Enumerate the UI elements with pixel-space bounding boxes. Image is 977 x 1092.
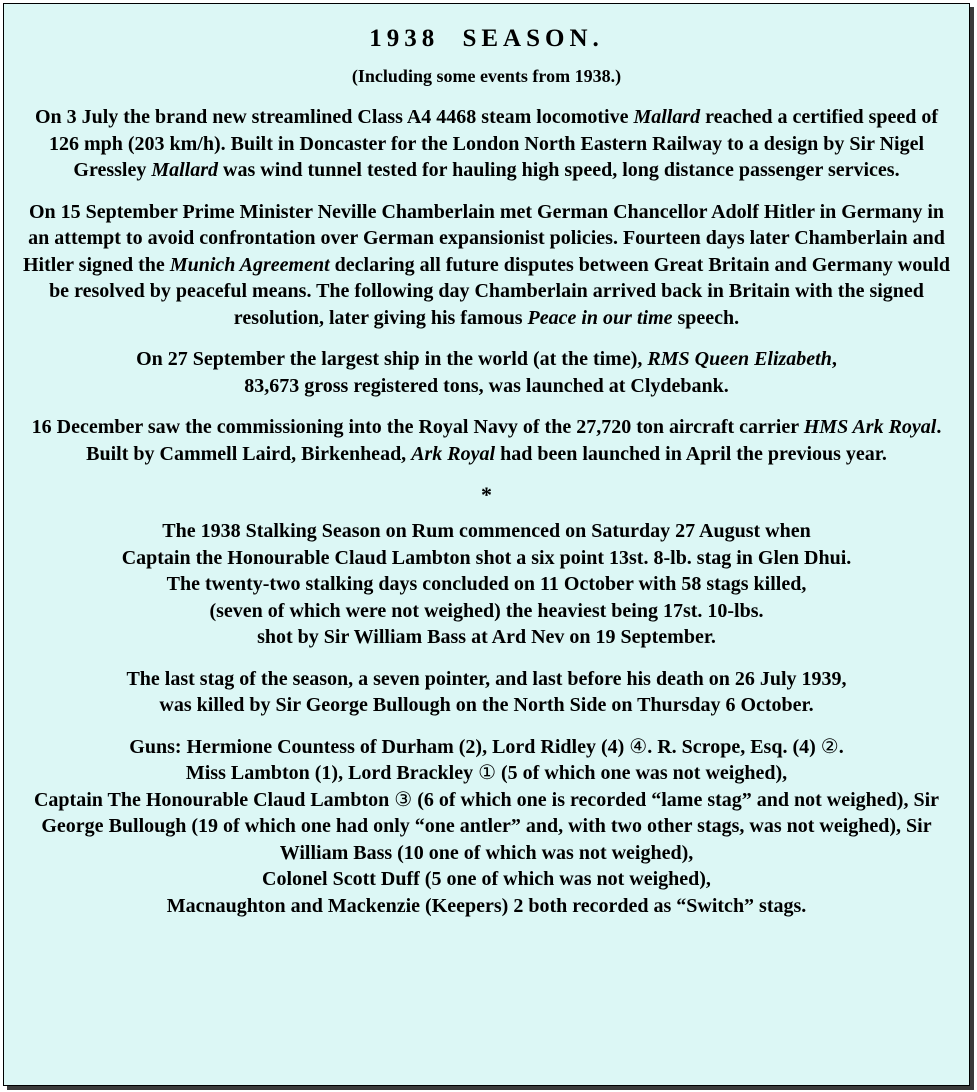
- text: Miss Lambton (1), Lord Brackley: [185, 762, 479, 784]
- text: Colonel Scott Duff (5 one of which was not weighed),: [262, 868, 711, 890]
- italic-text: HMS Ark Royal: [803, 416, 937, 438]
- text-line: (seven of which were not weighed) the heaviest being 17st. 10-lbs.: [209, 599, 764, 622]
- text: On 27 September the largest ship in the world (at the time),: [136, 348, 648, 370]
- text-line: The last stag of the season, a seven pointer, and last before his death on 26 July 1939,: [126, 667, 847, 690]
- paragraph-munich: [18, 199, 955, 332]
- paragraph-guns: [18, 734, 955, 920]
- text: On 3 July the brand new streamlined Class A4 4468 steam locomotive: [34, 106, 634, 128]
- circled-number: ①: [478, 762, 497, 784]
- text-line: was killed by Sir George Bullough on the North Side on Thursday 6 October.: [159, 694, 814, 716]
- italic-text: RMS Queen Elizabeth: [647, 348, 832, 370]
- italic-text: Mallard: [151, 159, 219, 181]
- italic-text: Munich Agreement: [169, 253, 330, 276]
- paragraph-mallard: [18, 104, 955, 184]
- text: 83,673 gross registered tons, was launched at Clydebank.: [244, 374, 729, 397]
- text: was wind tunnel tested for hauling high speed, long distance passenger services.: [218, 159, 900, 181]
- text: ,: [831, 348, 837, 370]
- text: (6 of which one is recorded “lame stag” and not weighed), Sir George Bullough (19 of which one had only “one antler” and, with two other stags, was not weighed), Sir William Bass (10 one of which was not weighed),: [41, 788, 940, 864]
- italic-text: Ark Royal: [411, 442, 496, 465]
- text: Captain The Honourable Claud Lambton: [33, 788, 395, 811]
- circled-number: ④: [629, 735, 648, 758]
- text: Macnaughton and Mackenzie (Keepers) 2 both recorded as “Switch” stags.: [166, 894, 807, 917]
- circled-number: ②: [820, 735, 839, 758]
- paragraph-ark-royal: [18, 414, 955, 467]
- document-frame: [3, 3, 970, 1086]
- paragraph-queen-elizabeth: [18, 346, 955, 399]
- italic-text: Peace in our time: [527, 306, 673, 329]
- paragraph-last-stag: [18, 666, 955, 719]
- text: had been launched in April the previous year.: [495, 442, 887, 465]
- page-title: 1938 SEASON.: [369, 25, 604, 52]
- text-line: The 1938 Stalking Season on Rum commenced on Saturday 27 August when: [162, 520, 811, 542]
- section-separator: *: [481, 482, 492, 507]
- document-content: [18, 16, 955, 934]
- text-line: Captain the Honourable Claud Lambton shot a six point 13st. 8-lb. stag in Glen Dhui.: [121, 546, 852, 569]
- text: . R. Scrope, Esq. (4): [647, 735, 821, 758]
- paragraph-stalking-season: [18, 518, 955, 651]
- text: . Built by Cammell Laird, Birkenhead,: [86, 416, 942, 465]
- page-subtitle: (Including some events from 1938.): [351, 66, 622, 86]
- text: declaring all future disputes between Great Britain and Germany would be resolved by peaceful means. The following day Chamberlain arrived back in Britain with the signed resolution, later giving his famous: [49, 253, 951, 329]
- text: (5 of which one was not weighed),: [496, 762, 788, 784]
- italic-text: Mallard: [633, 106, 701, 128]
- text: Guns: Hermione Countess of Durham (2), Lord Ridley (4): [129, 735, 630, 758]
- text: .: [838, 735, 844, 758]
- text: 16 December saw the commissioning into the Royal Navy of the 27,720 ton aircraft carrier: [31, 416, 804, 438]
- text-line: The twenty-two stalking days concluded on 11 October with 58 stags killed,: [166, 573, 807, 595]
- text: reached a certified speed of 126 mph (203 km/h). Built in Doncaster for the London North Eastern Railway to a design by Sir Nigel Gressley: [48, 106, 939, 181]
- text: speech.: [672, 306, 740, 329]
- text-line: shot by Sir William Bass at Ard Nev on 19 September.: [257, 626, 716, 648]
- circled-number: ③: [394, 788, 413, 811]
- text: On 15 September Prime Minister Neville Chamberlain met German Chancellor Adolf Hitler in Germany in an attempt to avoid confrontation over German expansionist policies. Fourteen days later Chamberlain and Hitler signed the: [22, 200, 945, 276]
